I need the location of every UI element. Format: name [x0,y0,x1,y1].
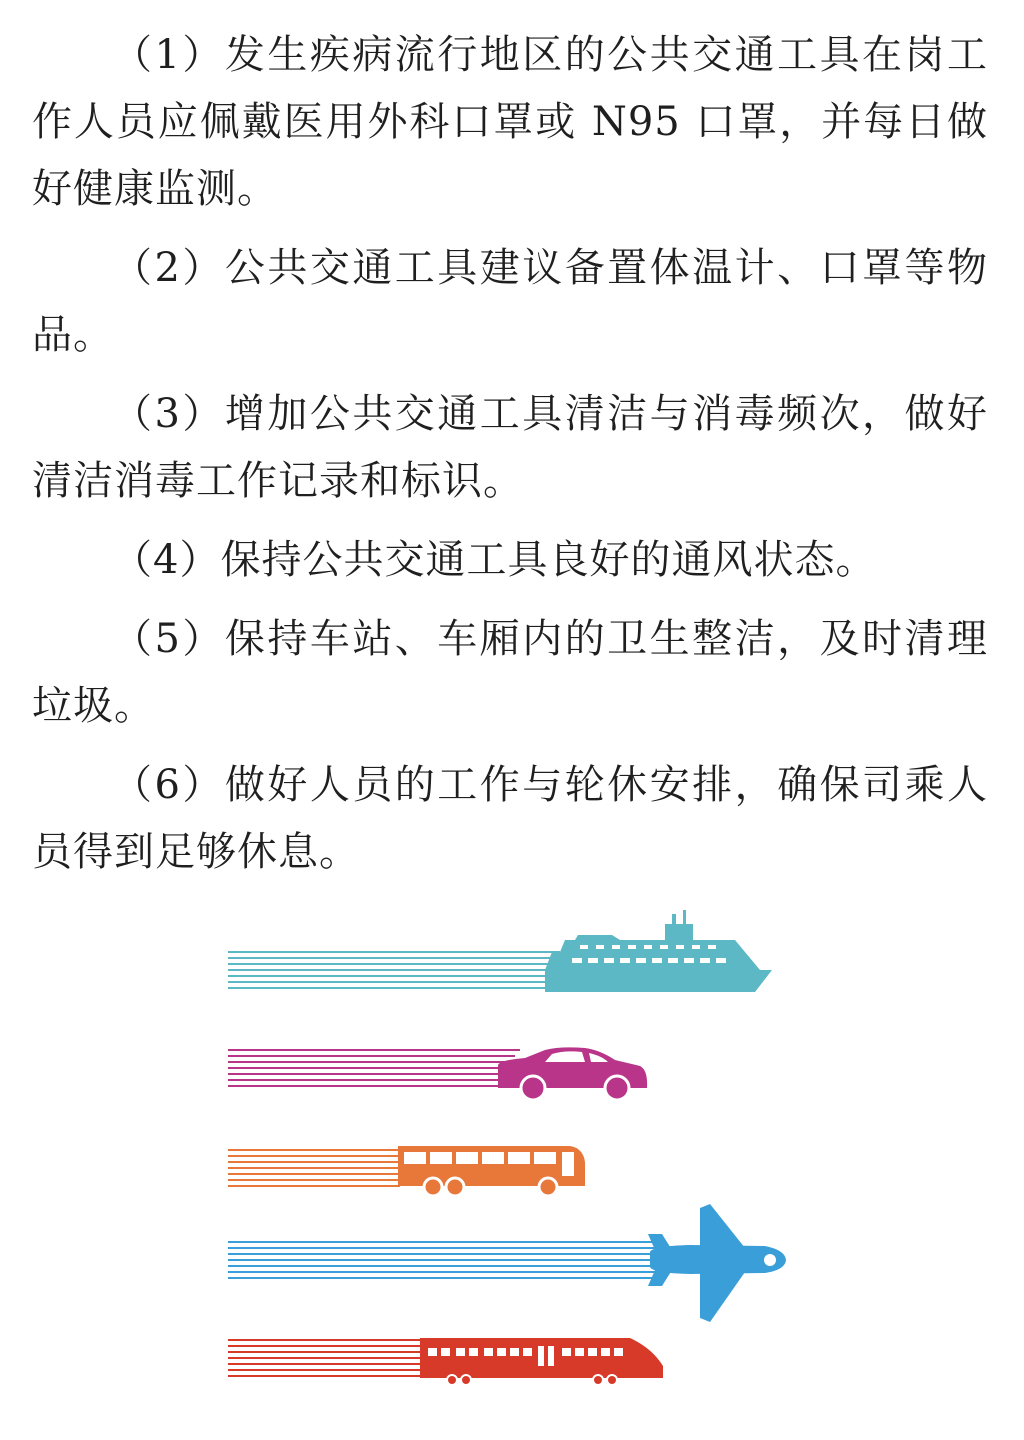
airplane-speed-lines [228,1242,660,1278]
guideline-item-3: （3）增加公共交通工具清洁与消毒频次，做好清洁消毒工作记录和标识。 [32,391,988,504]
transport-illustration [0,900,1024,1400]
car-speed-lines [228,1050,520,1086]
guideline-item-5: （5）保持车站、车厢内的卫生整洁，及时清理垃圾。 [32,616,988,729]
guideline-item-1: （1）发生疾病流行地区的公共交通工具在岗工作人员应佩戴医用外科口罩或 N95 口罩，并每日做好健康监测。 [32,32,988,212]
guidelines-text [32,22,988,898]
ship-icon [545,910,772,992]
ship-speed-lines [228,952,560,988]
ship-row [228,910,772,992]
train-icon [420,1338,663,1385]
train-speed-lines [228,1340,422,1376]
bus-icon [398,1146,585,1196]
bus-speed-lines [228,1150,400,1186]
guideline-item-4: （4）保持公共交通工具良好的通风状态。 [112,537,877,583]
car-row [228,1047,647,1100]
airplane-icon [648,1204,786,1322]
guideline-item-2: （2）公共交通工具建议备置体温计、口罩等物品。 [32,245,988,358]
airplane-row [228,1204,786,1322]
train-row [228,1338,663,1385]
car-icon [498,1047,647,1100]
bus-row [228,1146,585,1196]
guideline-item-6: （6）做好人员的工作与轮休安排，确保司乘人员得到足够休息。 [32,762,988,875]
